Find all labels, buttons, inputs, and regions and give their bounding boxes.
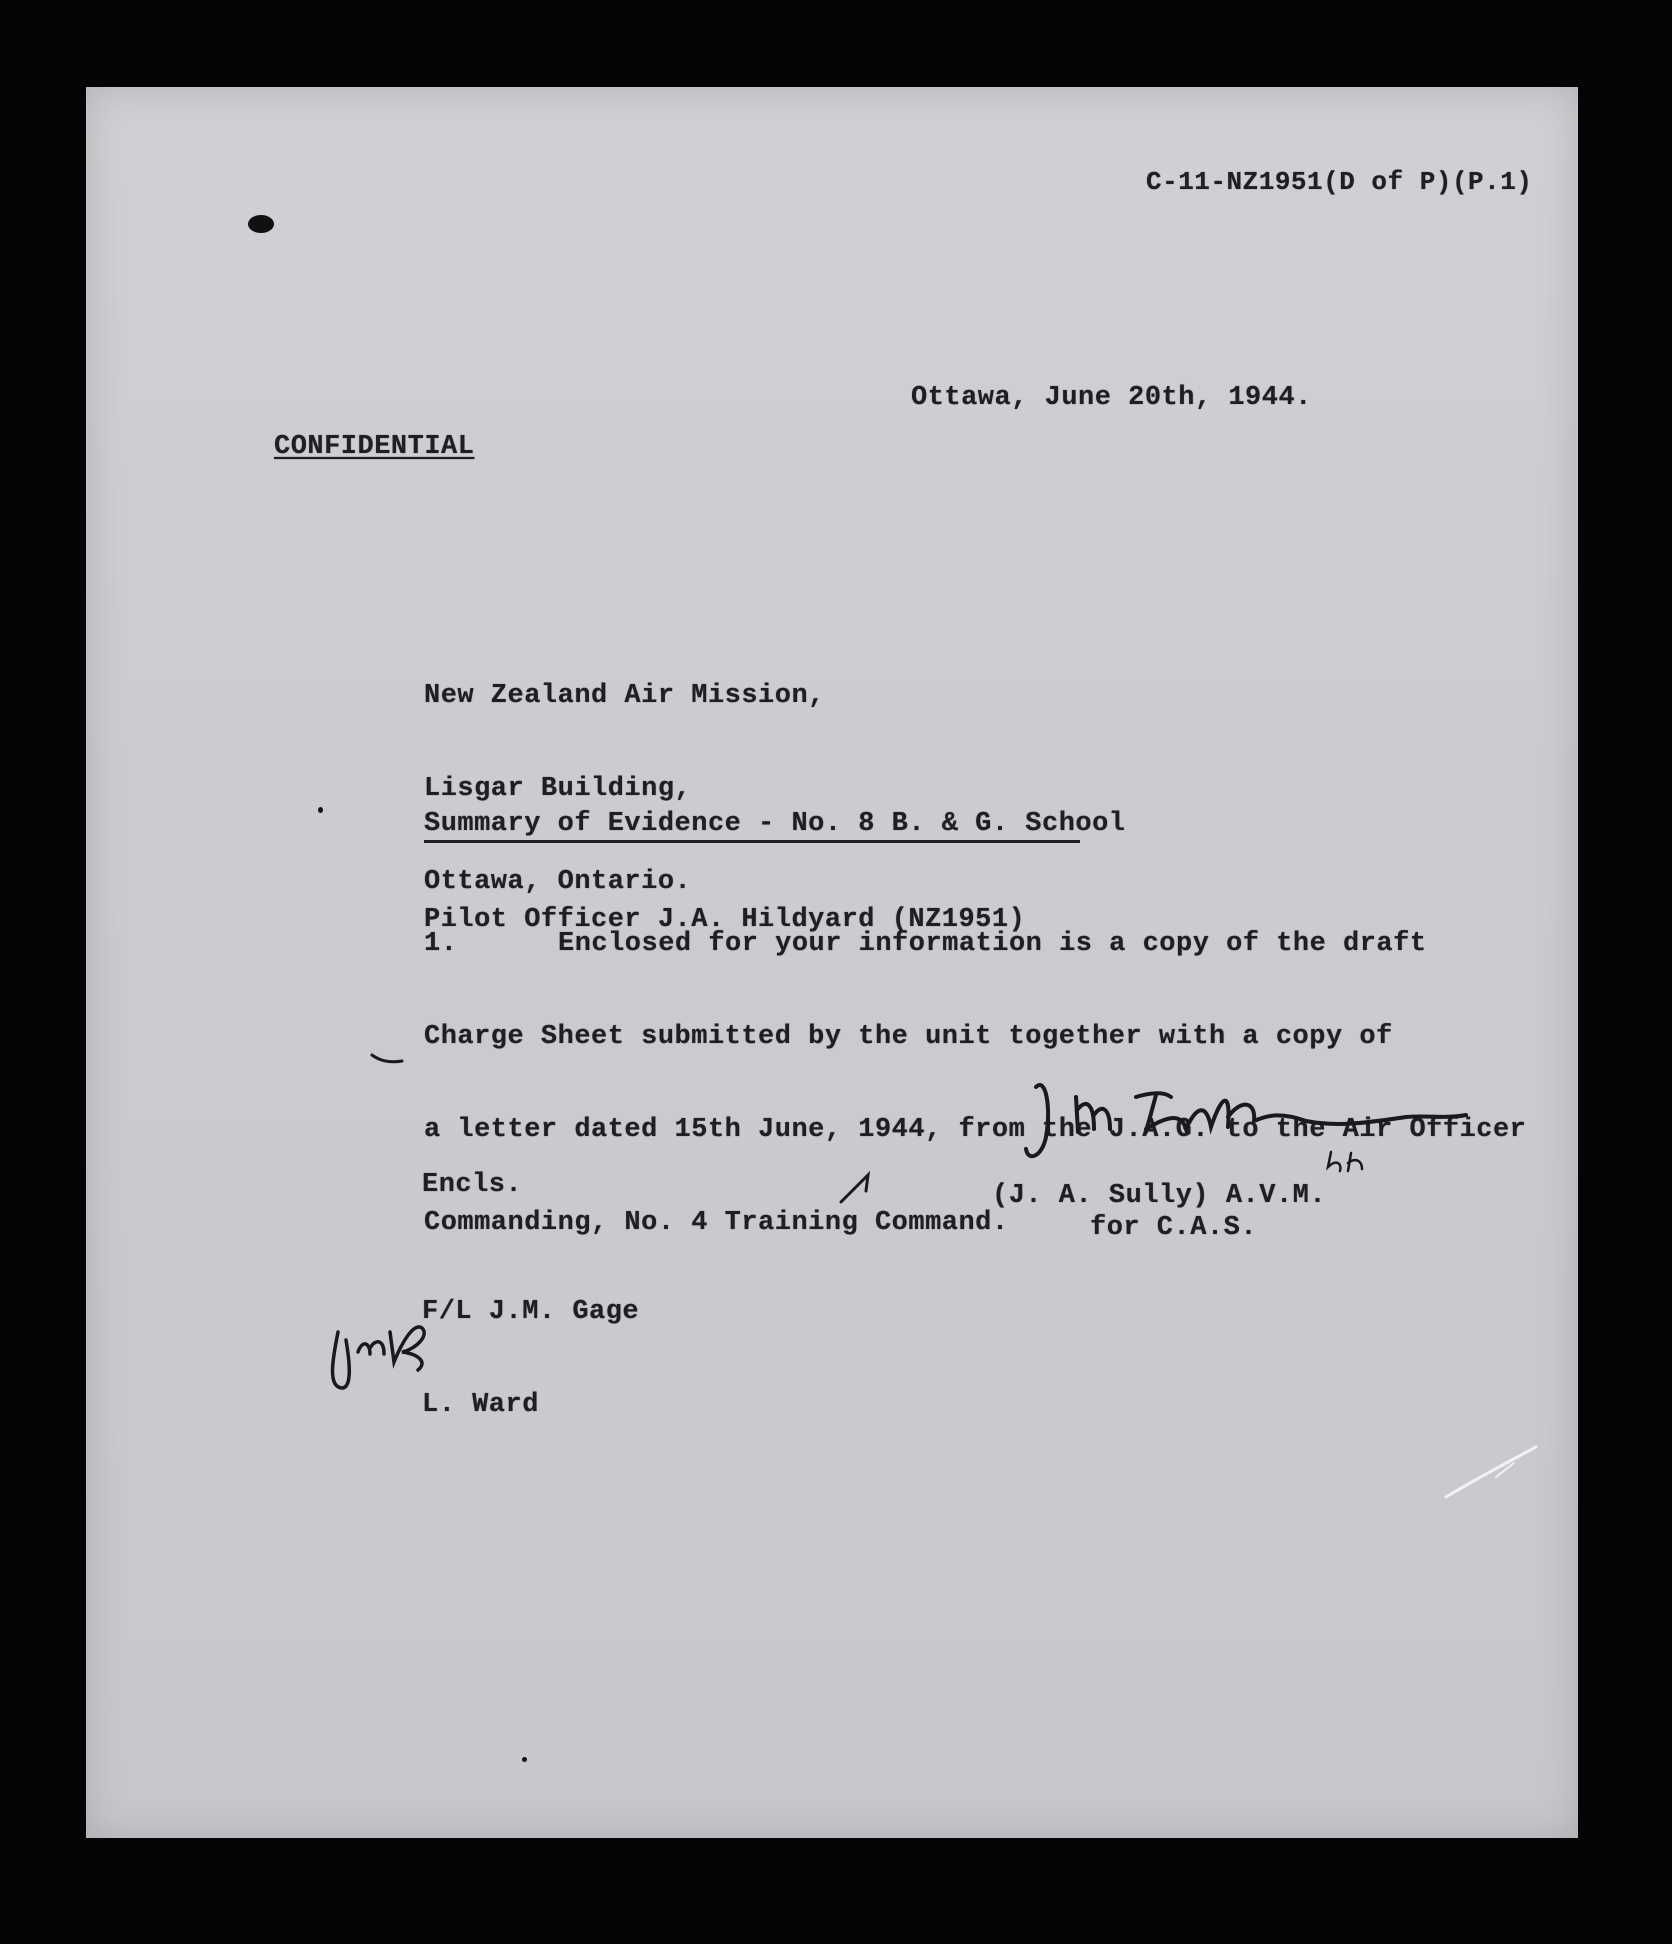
address-line: Ottawa, Ontario. [424,867,692,897]
signatory-title: for C.A.S. [1090,1213,1258,1243]
paragraph-line: Charge Sheet submitted by the unit together with a copy of [424,1022,1393,1052]
address-line: Lisgar Building, [424,774,692,804]
handwritten-signature [1006,1057,1546,1177]
paragraph-line: a letter dated 15th June, 1944, from the J.A.G. to the Air Officer [424,1115,1527,1145]
check-mark [836,1157,886,1207]
scratch-mark [1436,1427,1556,1507]
subject-line: Summary of Evidence - No. 8 B. & G. School [424,809,1080,843]
paragraph-text: Enclosed for your information is a copy of the draft [558,929,1427,959]
subject-line: Pilot Officer J.A. Hildyard (NZ1951) [424,905,1026,935]
distribution-entry: L. Ward [422,1390,539,1420]
paragraph-line: Commanding, No. 4 Training Command. [424,1208,1009,1238]
paragraph-line [424,929,1526,960]
dust-speck [522,1757,527,1762]
ink-blot [248,215,274,233]
document-page [86,87,1578,1838]
address-line: New Zealand Air Mission, [424,681,825,711]
distribution-entry: F/L J.M. Gage [422,1297,640,1327]
handwritten-initials [318,1292,458,1402]
classification-heading: CONFIDENTIAL [274,432,475,462]
signatory-name: (J. A. Sully) A.V.M. [992,1181,1327,1211]
paragraph-number: 1. [424,929,458,959]
margin-tick [368,1049,408,1069]
dust-speck [318,807,323,813]
date-line: Ottawa, June 20th, 1944. [911,383,1312,413]
reference-number: C-11-NZ1951(D of P)(P.1) [1146,167,1533,197]
enclosures-label: Encls. [422,1170,523,1200]
